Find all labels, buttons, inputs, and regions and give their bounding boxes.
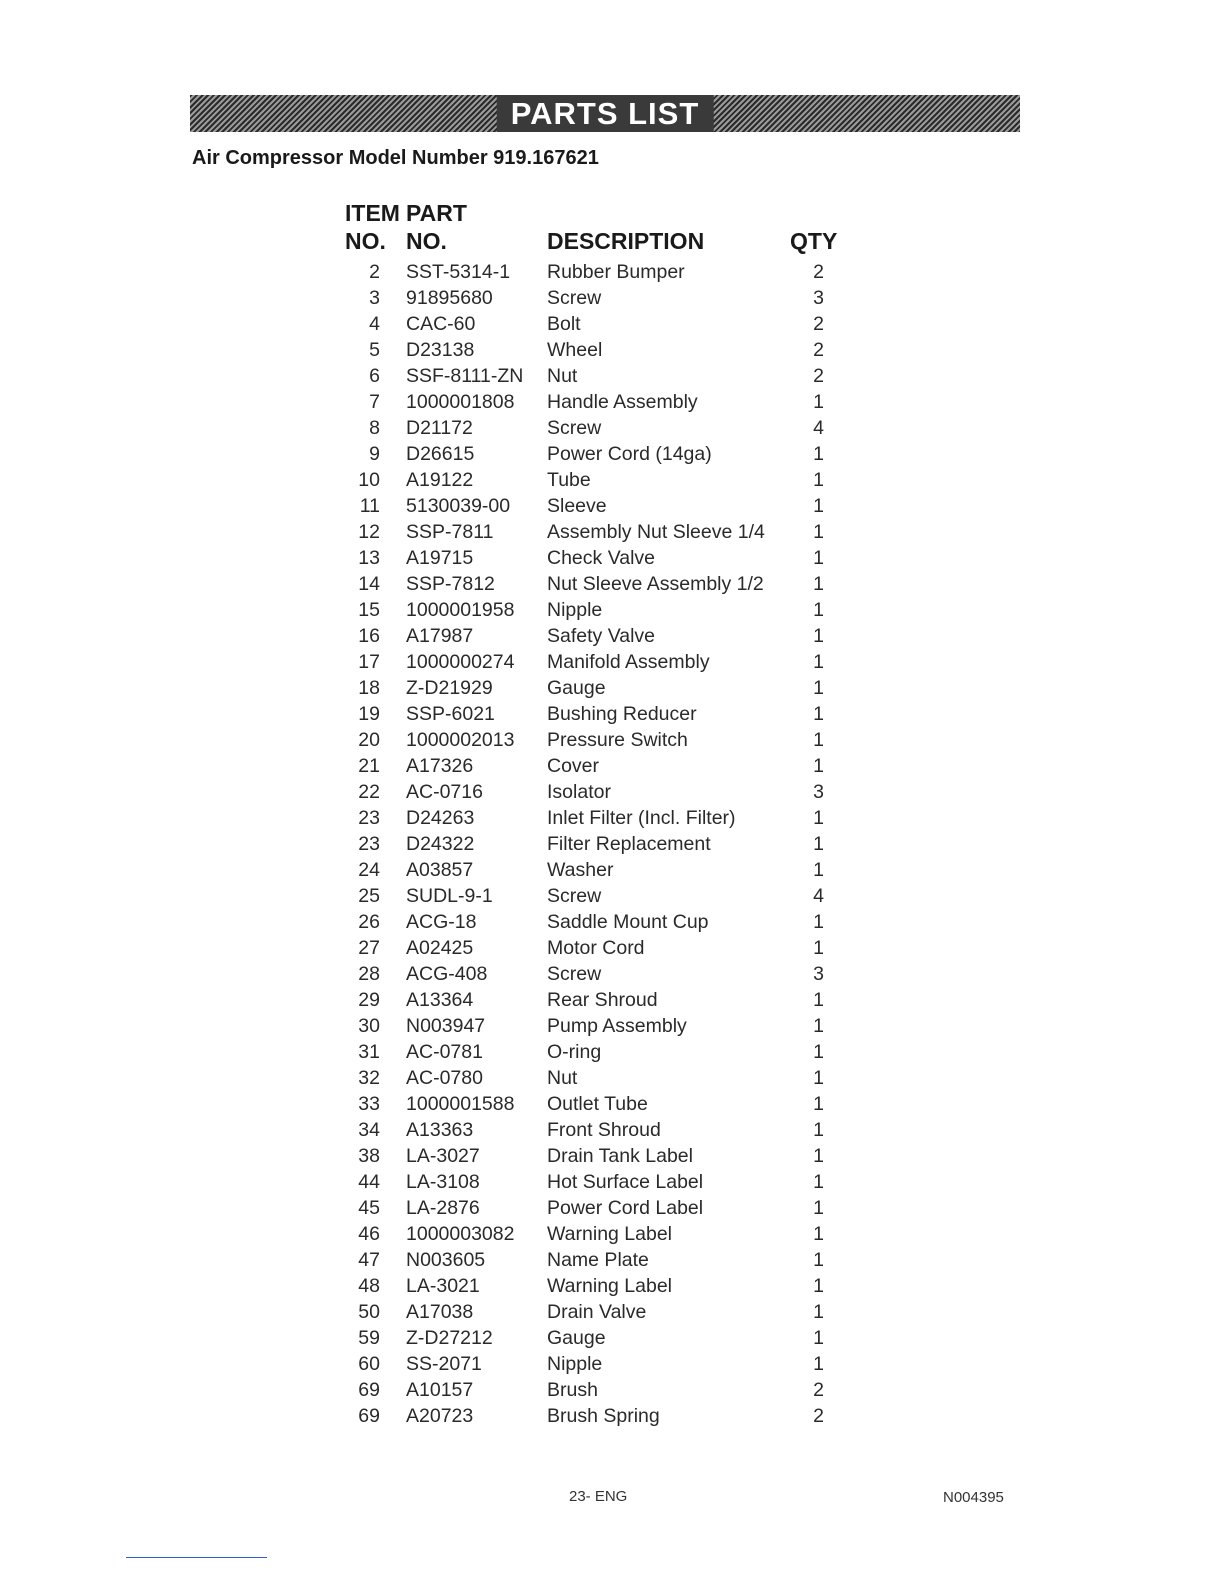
page-number: 23- ENG [569,1488,628,1505]
item-number: 7 [369,391,380,413]
part-quantity: 3 [813,781,824,803]
header-item-line1: ITEM [345,200,400,226]
table-row [0,727,1224,753]
part-quantity: 1 [813,599,824,621]
part-number: N003947 [406,1015,486,1037]
part-number: A10157 [406,1379,474,1401]
item-number: 12 [358,521,380,543]
part-number: A02425 [406,937,474,959]
table-row [0,493,1224,519]
model-number-heading: Air Compressor Model Number 919.167621 [192,147,599,169]
part-quantity: 2 [813,365,824,387]
part-number: ACG-18 [406,911,477,933]
part-number: D26615 [406,443,475,465]
table-row [0,389,1224,415]
part-quantity: 1 [813,1249,824,1271]
item-number: 18 [358,677,380,699]
part-quantity: 1 [813,1119,824,1141]
part-number: ACG-408 [406,963,488,985]
item-number: 32 [358,1067,380,1089]
part-quantity: 1 [813,911,824,933]
part-number: 1000001958 [406,599,515,621]
item-number: 2 [369,261,380,283]
table-row [0,1117,1224,1143]
header-part-no: NO. [406,228,447,254]
item-number: 38 [358,1145,380,1167]
part-description: Pressure Switch [547,729,688,751]
parts-list-banner [190,95,1020,132]
part-quantity: 1 [813,651,824,673]
part-number: A19715 [406,547,474,569]
item-number: 25 [358,885,380,907]
part-quantity: 1 [813,495,824,517]
item-number: 6 [369,365,380,387]
item-number: 24 [358,859,380,881]
table-row [0,1195,1224,1221]
part-description: Name Plate [547,1249,649,1271]
part-quantity: 1 [813,1353,824,1375]
item-number: 69 [358,1405,380,1427]
part-quantity: 1 [813,833,824,855]
part-number: D24322 [406,833,475,855]
part-number: AC-0781 [406,1041,483,1063]
part-description: Check Valve [547,547,656,569]
table-row [0,883,1224,909]
part-quantity: 1 [813,1327,824,1349]
part-quantity: 1 [813,1197,824,1219]
part-number: SSP-6021 [406,703,495,725]
table-row [0,519,1224,545]
table-row [0,935,1224,961]
header-item-no: NO. [345,228,386,254]
part-description: Nipple [547,599,603,621]
part-quantity: 1 [813,729,824,751]
table-row [0,363,1224,389]
table-row [0,753,1224,779]
part-number: D21172 [406,417,473,439]
part-quantity: 3 [813,287,824,309]
part-number: SUDL-9-1 [406,885,493,907]
table-row [0,1377,1224,1403]
item-number: 9 [369,443,380,465]
part-quantity: 1 [813,1171,824,1193]
item-number: 22 [358,781,380,803]
part-quantity: 2 [813,261,824,283]
part-quantity: 2 [813,313,824,335]
item-number: 17 [358,651,380,673]
part-description: Safety Valve [547,625,656,647]
part-description: Gauge [547,677,606,699]
part-quantity: 1 [813,521,824,543]
part-number: A20723 [406,1405,474,1427]
part-quantity: 1 [813,677,824,699]
part-quantity: 1 [813,443,824,465]
document-code: N004395 [943,1489,1004,1506]
part-quantity: 1 [813,859,824,881]
part-number: 1000002013 [406,729,515,751]
part-description: Outlet Tube [547,1093,648,1115]
part-description: Screw [547,417,602,439]
part-description: Tube [547,469,591,491]
table-row [0,285,1224,311]
part-quantity: 1 [813,469,824,491]
part-quantity: 1 [813,703,824,725]
bottom-divider [126,1557,267,1558]
part-number: 1000000274 [406,651,515,673]
part-quantity: 1 [813,937,824,959]
part-description: Bolt [547,313,581,335]
part-quantity: 1 [813,1093,824,1115]
item-number: 34 [358,1119,380,1141]
table-row [0,701,1224,727]
part-quantity: 1 [813,625,824,647]
item-number: 47 [358,1249,380,1271]
part-description: Nut [547,1067,578,1089]
part-number: Z-D27212 [406,1327,493,1349]
part-description: Drain Tank Label [547,1145,693,1167]
item-number: 60 [358,1353,380,1375]
table-row [0,1091,1224,1117]
part-description: Screw [547,963,602,985]
table-row [0,857,1224,883]
part-description: Isolator [547,781,611,803]
item-number: 45 [358,1197,380,1219]
table-row [0,545,1224,571]
part-number: A19122 [406,469,474,491]
table-row [0,675,1224,701]
item-number: 30 [358,1015,380,1037]
part-number: 1000001588 [406,1093,515,1115]
item-number: 8 [369,417,380,439]
part-quantity: 1 [813,989,824,1011]
part-quantity: 1 [813,1145,824,1167]
table-row [0,1403,1224,1429]
part-number: Z-D21929 [406,677,493,699]
item-number: 28 [358,963,380,985]
part-description: Rubber Bumper [547,261,685,283]
part-description: Handle Assembly [547,391,698,413]
part-description: Inlet Filter (Incl. Filter) [547,807,736,829]
table-row [0,987,1224,1013]
part-number: CAC-60 [406,313,476,335]
item-number: 23 [358,807,380,829]
table-row [0,779,1224,805]
part-number: SSF-8111-ZN [406,365,524,387]
part-quantity: 1 [813,1275,824,1297]
part-description: Screw [547,287,602,309]
table-row [0,1013,1224,1039]
table-row [0,1065,1224,1091]
part-number: SSP-7811 [406,521,494,543]
part-quantity: 4 [813,417,824,439]
table-row [0,597,1224,623]
item-number: 69 [358,1379,380,1401]
part-description: Rear Shroud [547,989,658,1011]
part-quantity: 1 [813,1067,824,1089]
table-row [0,831,1224,857]
item-number: 11 [359,495,380,517]
table-row [0,1273,1224,1299]
part-number: LA-3108 [406,1171,480,1193]
item-number: 10 [358,469,380,491]
part-quantity: 1 [813,1015,824,1037]
part-description: Nut Sleeve Assembly 1/2 [547,573,764,595]
table-row [0,909,1224,935]
part-description: Assembly Nut Sleeve 1/4 [547,521,765,543]
part-number: LA-2876 [406,1197,480,1219]
part-number: SS-2071 [406,1353,482,1375]
table-row [0,415,1224,441]
part-description: Brush [547,1379,598,1401]
part-number: 1000003082 [406,1223,515,1245]
part-number: A17326 [406,755,474,777]
part-number: A17987 [406,625,474,647]
part-number: A17038 [406,1301,474,1323]
item-number: 31 [358,1041,380,1063]
part-description: Warning Label [547,1275,673,1297]
part-description: O-ring [547,1041,602,1063]
part-description: Pump Assembly [547,1015,687,1037]
table-row [0,311,1224,337]
part-number: D23138 [406,339,475,361]
part-number: D24263 [406,807,475,829]
part-number: A03857 [406,859,474,881]
part-description: Screw [547,885,602,907]
part-number: LA-3027 [406,1145,480,1167]
table-row [0,1325,1224,1351]
part-description: Bushing Reducer [547,703,697,725]
part-description: Gauge [547,1327,606,1349]
part-number: A13364 [406,989,474,1011]
part-description: Nut [547,365,578,387]
item-number: 16 [358,625,380,647]
part-number: A13363 [406,1119,474,1141]
part-number: N003605 [406,1249,486,1271]
item-number: 23 [358,833,380,855]
part-description: Washer [547,859,614,881]
item-number: 14 [358,573,380,595]
part-quantity: 1 [813,573,824,595]
part-quantity: 1 [813,807,824,829]
table-row [0,805,1224,831]
parts-table [0,259,1224,1429]
part-description: Brush Spring [547,1405,660,1427]
part-number: SSP-7812 [406,573,495,595]
part-description: Hot Surface Label [547,1171,704,1193]
part-number: 5130039-00 [406,495,511,517]
part-description: Power Cord Label [547,1197,704,1219]
item-number: 3 [369,287,380,309]
table-row [0,623,1224,649]
part-description: Drain Valve [547,1301,647,1323]
part-quantity: 1 [813,755,824,777]
item-number: 5 [369,339,380,361]
part-number: AC-0716 [406,781,483,803]
part-description: Front Shroud [547,1119,661,1141]
part-number: 91895680 [406,287,493,309]
part-description: Saddle Mount Cup [547,911,709,933]
table-row [0,337,1224,363]
header-description: DESCRIPTION [547,228,705,254]
item-number: 46 [358,1223,380,1245]
part-quantity: 1 [813,1301,824,1323]
part-quantity: 4 [813,885,824,907]
part-description: Cover [547,755,600,777]
part-number: AC-0780 [406,1067,483,1089]
part-description: Nipple [547,1353,603,1375]
table-row [0,441,1224,467]
table-row [0,1299,1224,1325]
item-number: 29 [358,989,380,1011]
item-number: 50 [358,1301,380,1323]
header-part-line1: PART [406,200,467,226]
part-quantity: 2 [813,1405,824,1427]
item-number: 21 [358,755,380,777]
header-qty: QTY [790,228,838,254]
part-quantity: 2 [813,1379,824,1401]
part-description: Wheel [547,339,603,361]
part-description: Manifold Assembly [547,651,710,673]
part-description: Warning Label [547,1223,673,1245]
table-row [0,1039,1224,1065]
item-number: 27 [358,937,380,959]
table-row [0,467,1224,493]
table-row [0,1351,1224,1377]
part-number: 1000001808 [406,391,515,413]
part-quantity: 2 [813,339,824,361]
table-row [0,1221,1224,1247]
table-row [0,571,1224,597]
table-row [0,259,1224,285]
table-row [0,961,1224,987]
table-row [0,1247,1224,1273]
item-number: 59 [358,1327,380,1349]
table-row [0,649,1224,675]
part-description: Filter Replacement [547,833,711,855]
table-row [0,1143,1224,1169]
part-quantity: 3 [813,963,824,985]
item-number: 26 [358,911,380,933]
table-row [0,1169,1224,1195]
item-number: 48 [358,1275,380,1297]
item-number: 4 [369,313,380,335]
item-number: 13 [358,547,380,569]
part-quantity: 1 [813,547,824,569]
item-number: 15 [358,599,380,621]
part-quantity: 1 [813,1223,824,1245]
item-number: 33 [358,1093,380,1115]
part-description: Power Cord (14ga) [547,443,712,465]
item-number: 20 [358,729,380,751]
part-quantity: 1 [813,1041,824,1063]
part-quantity: 1 [813,391,824,413]
part-number: LA-3021 [406,1275,480,1297]
part-description: Sleeve [547,495,607,517]
banner-title: PARTS LIST [497,95,714,132]
part-number: SST-5314-1 [406,261,511,283]
part-description: Motor Cord [547,937,645,959]
item-number: 19 [358,703,380,725]
item-number: 44 [358,1171,380,1193]
